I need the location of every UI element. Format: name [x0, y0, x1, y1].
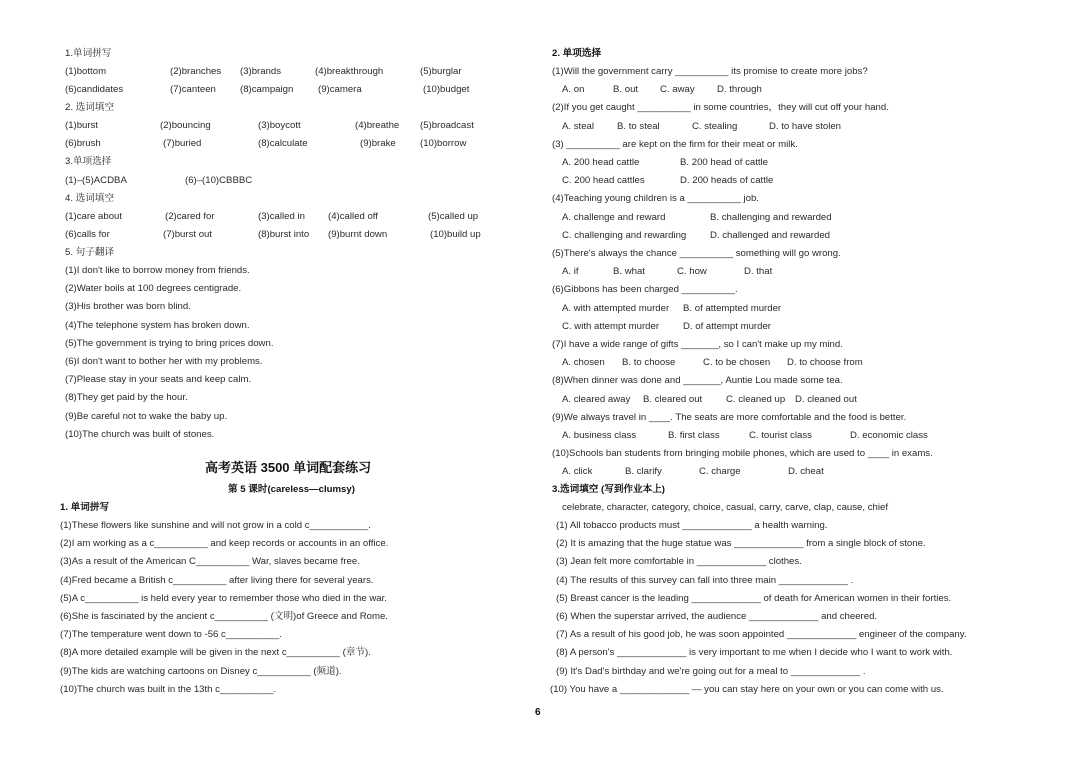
answer-cell: D. challenged and rewarded	[710, 229, 831, 241]
translation-line: (4)The telephone system has broken down.	[65, 319, 250, 331]
worksheet-subtitle: 第 5 课时(careless—clumsy)	[228, 484, 355, 495]
answer-cell: (7)canteen	[170, 84, 216, 95]
answer-cell: D. cleaned out	[795, 393, 857, 405]
answer-cell: (2)cared for	[165, 211, 215, 222]
answer-cell: D. 200 heads of cattle	[680, 175, 774, 187]
answer-cell: (10)borrow	[420, 138, 467, 149]
translation-line: (10)The church was built of stones.	[65, 428, 215, 440]
answer-cell: (2)branches	[170, 66, 222, 77]
answer-cell: (5)called up	[428, 211, 479, 222]
answer-cell: A. steal	[562, 120, 594, 132]
answer-cell: C. away	[660, 84, 695, 96]
answer-cell: A. on	[562, 84, 585, 96]
answer-cell: (5)burglar	[420, 66, 462, 77]
word-bank: celebrate, character, category, choice, casual, carry, carve, clap, cause, chief	[562, 502, 888, 513]
fill-in-line: (9) It's Dad's birthday and we're going out for a meal to _____________ .	[556, 665, 866, 677]
answer-cell: (8)burst into	[258, 229, 310, 240]
answer-cell: (3)boycott	[258, 120, 301, 131]
answer-cell: B. out	[613, 84, 639, 96]
translation-line: (7)Please stay in your seats and keep calm.	[65, 374, 252, 386]
worksheet-title: 高考英语 3500 单词配套练习	[205, 460, 372, 475]
answer-cell: (3)called in	[258, 211, 305, 222]
question-line: (3) __________ are kept on the firm for their meat or milk.	[552, 138, 798, 150]
answer-cell: (6)–(10)CBBBC	[185, 175, 253, 186]
answer-cell: (8)campaign	[240, 84, 294, 95]
answer-cell: A. cleared away	[562, 393, 631, 405]
section-heading: 2. 选词填空	[65, 102, 115, 113]
answer-cell: (4)breakthrough	[315, 66, 384, 77]
answer-cell: B. of attempted murder	[683, 302, 782, 314]
question-line: (4)Fred became a British c__________ after living there for several years.	[60, 574, 374, 586]
section-heading: 3.选词填空 (写到作业本上)	[552, 484, 665, 495]
answer-cell: A. click	[562, 466, 593, 478]
answer-cell: D. through	[717, 84, 762, 96]
answer-cell: D. economic class	[850, 430, 928, 441]
translation-line: (1)I don't like to borrow money from friends.	[65, 265, 250, 276]
answer-cell: (9)camera	[318, 84, 362, 95]
translation-line: (2)Water boils at 100 degrees centigrade.	[65, 283, 242, 295]
question-line: (3)As a result of the American C__________ War, slaves became free.	[60, 556, 360, 568]
section-heading: 1. 单词拼写	[60, 502, 110, 513]
fill-in-line: (6) When the superstar arrived, the audience _____________ and cheered.	[556, 611, 878, 622]
question-line: (9)The kids are watching cartoons on Disney c__________ (频道).	[60, 665, 342, 677]
answer-cell: A. with attempted murder	[562, 302, 670, 314]
fill-in-line: (3) Jean felt more comfortable in _____________ clothes.	[556, 556, 802, 568]
question-line: (10)Schools ban students from bringing mobile phones, which are used to ____ in exams.	[552, 448, 933, 460]
translation-line: (9)Be careful not to wake the baby up.	[65, 410, 228, 422]
question-line: (7)I have a wide range of gifts _______, so I can't make up my mind.	[552, 339, 843, 350]
answer-cell: D. to have stolen	[769, 120, 841, 132]
answer-cell: B. what	[613, 266, 645, 278]
answer-cell: (2)bouncing	[160, 120, 211, 131]
section-heading: 3.单项选择	[65, 156, 112, 167]
fill-in-line: (7) As a result of his good job, he was soon appointed _____________ engineer of the company.	[556, 629, 967, 641]
answer-cell: C. to be chosen	[703, 357, 771, 369]
translation-line: (3)His brother was born blind.	[65, 301, 191, 313]
answer-cell: (6)brush	[65, 138, 101, 149]
answer-cell: C. stealing	[692, 120, 738, 132]
answer-cell: (7)burst out	[163, 229, 213, 240]
answer-cell: (7)buried	[163, 138, 202, 149]
answer-cell: C. challenging and rewarding	[562, 229, 687, 241]
question-line: (1)These flowers like sunshine and will not grow in a cold c___________.	[60, 520, 371, 531]
answer-cell: D. to choose from	[787, 357, 863, 369]
question-line: (8)A more detailed example will be given in the next c__________ (章节).	[60, 647, 371, 659]
question-line: (6)She is fascinated by the ancient c__________ (文明)of Greece and Rome.	[60, 611, 388, 622]
page-number: 6	[535, 707, 541, 718]
answer-cell: (4)breathe	[355, 120, 400, 131]
answer-cell: A. 200 head cattle	[562, 157, 640, 168]
answer-cell: (10)budget	[423, 84, 470, 95]
fill-in-line: (2) It is amazing that the huge statue was _____________ from a single block of stone.	[556, 538, 926, 550]
question-line: (5)A c__________ is held every year to remember those who died in the war.	[60, 592, 387, 604]
section-heading: 4. 选词填空	[65, 193, 115, 204]
answer-cell: (1)bottom	[65, 66, 107, 77]
answer-cell: (4)called off	[328, 211, 378, 222]
answer-cell: B. to choose	[622, 357, 676, 369]
answer-cell: B. first class	[668, 430, 720, 441]
section-heading: 5. 句子翻译	[65, 247, 115, 258]
answer-cell: D. that	[744, 266, 773, 278]
fill-in-line: (4) The results of this survey can fall into three main _____________ .	[556, 574, 854, 586]
answer-cell: D. cheat	[788, 466, 824, 478]
answer-cell: B. cleared out	[643, 393, 703, 405]
section-heading: 2. 单项选择	[552, 48, 602, 59]
answer-cell: (5)broadcast	[420, 120, 474, 131]
answer-cell: (3)brands	[240, 66, 282, 77]
answer-cell: A. challenge and reward	[562, 211, 666, 223]
question-line: (4)Teaching young children is a __________ job.	[552, 193, 759, 205]
question-line: (10)The church was built in the 13th c__________.	[60, 683, 276, 695]
translation-line: (5)The government is trying to bring prices down.	[65, 337, 274, 349]
translation-line: (6)I don't want to bother her with my problems.	[65, 356, 263, 367]
answer-cell: B. to steal	[617, 120, 660, 132]
question-line: (6)Gibbons has been charged __________.	[552, 284, 738, 296]
answer-cell: (8)calculate	[258, 138, 308, 149]
question-line: (5)There's always the chance __________ something will go wrong.	[552, 248, 841, 259]
answer-cell: A. business class	[562, 430, 637, 441]
answer-cell: (6)candidates	[65, 84, 124, 95]
answer-cell: B. clarify	[625, 466, 662, 478]
question-line: (2)If you get caught __________ in some countries，they will cut off your hand.	[552, 102, 889, 114]
answer-cell: C. tourist class	[749, 430, 812, 441]
fill-in-line: (5) Breast cancer is the leading _____________ of death for American women in their forties.	[556, 592, 952, 604]
question-line: (7)The temperature went down to -56 c__________.	[60, 629, 282, 641]
answer-cell: A. if	[562, 266, 579, 278]
answer-cell: C. 200 head cattles	[562, 175, 645, 187]
answer-cell: C. with attempt murder	[562, 320, 660, 332]
question-line: (8)When dinner was done and _______, Auntie Lou made some tea.	[552, 375, 843, 387]
question-line: (1)Will the government carry __________ its promise to create more jobs?	[552, 66, 868, 77]
fill-in-line: (10) You have a _____________ — you can stay here on your own or you can come with us.	[550, 683, 944, 695]
answer-cell: C. cleaned up	[726, 393, 786, 405]
answer-cell: D. of attempt murder	[683, 320, 771, 332]
answer-cell: A. chosen	[562, 357, 605, 369]
answer-cell: (9)burnt down	[328, 229, 388, 240]
translation-line: (8)They get paid by the hour.	[65, 392, 188, 404]
section-heading: 1.单词拼写	[65, 48, 112, 59]
fill-in-line: (8) A person's _____________ is very important to me when I decide who I want to work with.	[556, 647, 953, 659]
question-line: (9)We always travel in ____. The seats are more comfortable and the food is better.	[552, 411, 907, 423]
answer-cell: B. 200 head of cattle	[680, 157, 769, 168]
answer-cell: (9)brake	[360, 138, 396, 149]
answer-cell: (1)–(5)ACDBA	[65, 175, 127, 186]
answer-cell: (10)build up	[430, 229, 481, 240]
fill-in-line: (1) All tobacco products must _____________ a health warning.	[556, 520, 828, 531]
question-line: (2)I am working as a c__________ and keep records or accounts in an office.	[60, 538, 389, 550]
answer-cell: B. challenging and rewarded	[710, 211, 832, 223]
answer-cell: (6)calls for	[65, 229, 110, 240]
answer-cell: C. how	[677, 266, 707, 278]
answer-cell: C. charge	[699, 466, 741, 478]
answer-cell: (1)burst	[65, 120, 99, 131]
answer-cell: (1)care about	[65, 211, 123, 222]
